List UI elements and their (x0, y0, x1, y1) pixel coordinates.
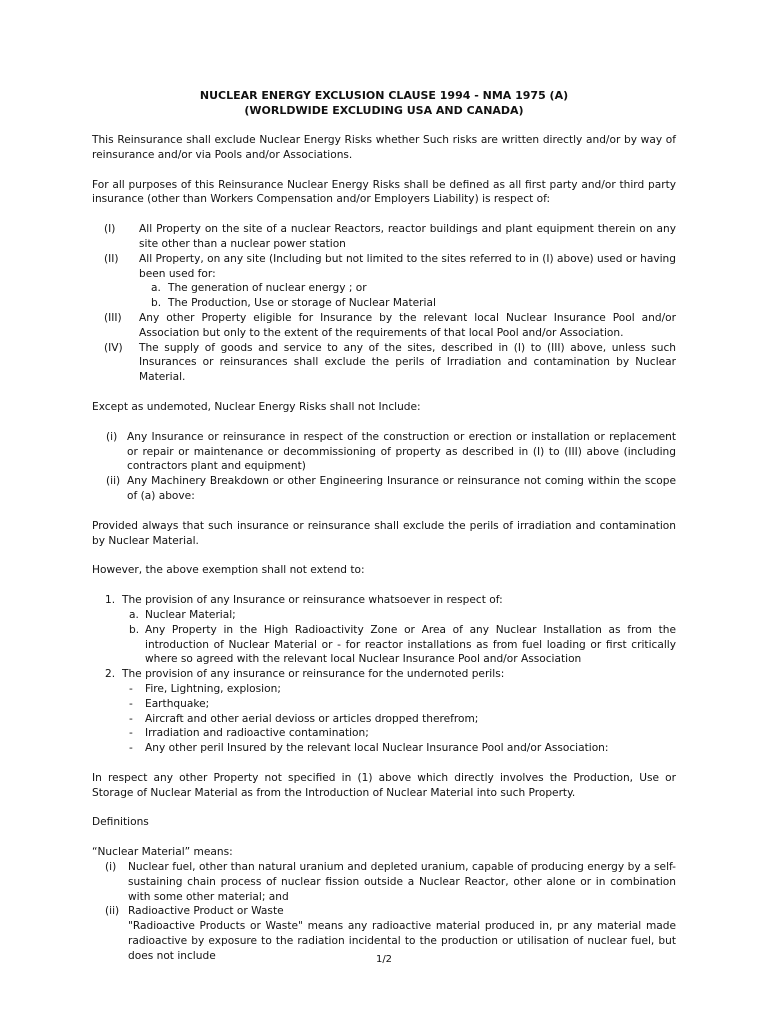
list-text: Nuclear fuel, other than natural uranium and depleted uranium, capable of producing energy by a self-sustaining chain process of nuclear fission outside a Nuclear Reactor, other alone or in combination with some other material; and (128, 861, 676, 903)
document-page (92, 88, 676, 964)
list-item (92, 222, 676, 252)
list-text: Any Insurance or reinsurance in respect of the construction or erection or installation or replacement or repair or maintenance or decommissioning of property as described in (I) to (III) above (including contractors plant and equipment) (127, 430, 676, 473)
list-label: b. (151, 297, 162, 310)
list-item (92, 712, 676, 727)
list-item (92, 281, 676, 296)
list-item (92, 311, 676, 341)
list-item (92, 682, 676, 697)
list-item (92, 341, 676, 385)
list-label: (i) (105, 861, 117, 874)
list-label: 1. (105, 594, 116, 607)
list-label: (II) (104, 252, 119, 265)
list-item (92, 252, 676, 282)
list-label: - (129, 727, 133, 740)
list-text: Any other peril Insured by the relevant local Nuclear Insurance Pool and/or Association: (145, 742, 609, 755)
list-text: Radioactive Product or Waste (128, 905, 284, 918)
page-number: 1/2 (375, 954, 393, 965)
list-label: b. (129, 623, 140, 636)
list-text: Any Machinery Breakdown or other Engineering Insurance or reinsurance not coming within the scope of (a) above: (127, 475, 676, 502)
list-item (92, 741, 676, 756)
list-item (92, 593, 676, 608)
list-text: Aircraft and other aerial devioss or articles dropped therefrom; (145, 712, 479, 725)
list-item (92, 860, 676, 904)
list-text: The Production, Use or storage of Nuclear Material (168, 297, 436, 310)
list-item (92, 726, 676, 741)
list-text: The provision of any insurance or reinsurance for the undernoted perils: (122, 668, 505, 681)
list-label: a. (151, 282, 161, 295)
respect-paragraph: In respect any other Property not specified in (1) above which directly involves the Production, Use or Storage of Nuclear Material as from the Introduction of Nuclear Material into such Property. (92, 771, 676, 799)
list-label: - (129, 712, 133, 725)
definition-intro-paragraph: For all purposes of this Reinsurance Nuclear Energy Risks shall be defined as all first party and/or third party insurance (other than Workers Compensation and/or Employers Liability) is respect of: (92, 178, 676, 206)
intro-paragraph: This Reinsurance shall exclude Nuclear Energy Risks whether Such risks are written directly and/or by way of reinsurance and/or via Pools and/or Associations. (92, 134, 676, 161)
list-item (92, 623, 676, 667)
list-text: The supply of goods and service to any of the sites, described in (I) to (III) above, unless such Insurances or reinsurances shall exclude the perils of Irradiation and contamination by Nuclear Material. (139, 341, 676, 384)
list-label: (i) (106, 430, 118, 443)
list-text: All Property, on any site (Including but not limited to the sites referred to in (I) above) used or having been used for: (139, 252, 676, 280)
list-label: - (129, 682, 133, 695)
list-label: - (129, 697, 133, 710)
list-text: All Property on the site of a nuclear Reactors, reactor buildings and plant equipment therein on any site other than a nuclear power station (139, 223, 676, 250)
radioactive-waste-definition: "Radioactive Products or Waste" means any radioactive material produced in, pr any material made radioactive by exposure to the radiation incidental to the production or utilisation of nuclear fuel, but does not include (128, 920, 676, 962)
title-line-1: NUCLEAR ENERGY EXCLUSION CLAUSE 1994 - NMA 1975 (A) (199, 89, 569, 102)
list-label: 2. (105, 668, 116, 681)
list-label: - (129, 742, 133, 755)
list-label: (ii) (106, 475, 121, 488)
except-intro-paragraph: Except as undemoted, Nuclear Energy Risks shall not Include: (92, 400, 421, 413)
list-item (92, 667, 676, 682)
list-item (92, 296, 676, 311)
list-label: a. (129, 608, 139, 621)
list-label: (ii) (105, 905, 120, 918)
list-item (92, 608, 676, 623)
list-text: Fire, Lightning, explosion; (145, 682, 281, 695)
list-text: The provision of any Insurance or reinsurance whatsoever in respect of: (122, 594, 503, 607)
list-text: The generation of nuclear energy ; or (168, 282, 367, 295)
title-line-2: (WORLDWIDE EXCLUDING USA AND CANADA) (244, 104, 524, 117)
nuclear-material-means: “Nuclear Material” means: (92, 846, 233, 859)
however-paragraph: However, the above exemption shall not extend to: (92, 564, 365, 577)
list-item (92, 697, 676, 712)
list-label: (IV) (104, 341, 123, 354)
list-item (92, 474, 676, 504)
list-item (92, 430, 676, 474)
list-item (92, 904, 676, 919)
list-label: (I) (104, 223, 116, 236)
document-title (92, 88, 676, 118)
list-text: Any other Property eligible for Insurance by the relevant local Nuclear Insurance Pool and/or Association but only to the extent of the requirements of that local Pool and/or Association. (139, 311, 676, 339)
definitions-heading: Definitions (92, 816, 149, 829)
list-text: Earthquake; (145, 697, 210, 710)
provided-paragraph: Provided always that such insurance or reinsurance shall exclude the perils of irradiation and contamination by Nuclear Material. (92, 519, 676, 547)
list-text: Nuclear Material; (145, 608, 236, 621)
list-text: Any Property in the High Radioactivity Zone or Area of any Nuclear Installation as from the introduction of Nuclear Material or - for reactor installations as from fuel loading or first critically where so agreed with the relevant local Nuclear Insurance Pool and/or Association (145, 623, 676, 666)
list-label: (III) (104, 311, 122, 324)
list-text: Irradiation and radioactive contamination; (145, 727, 369, 740)
